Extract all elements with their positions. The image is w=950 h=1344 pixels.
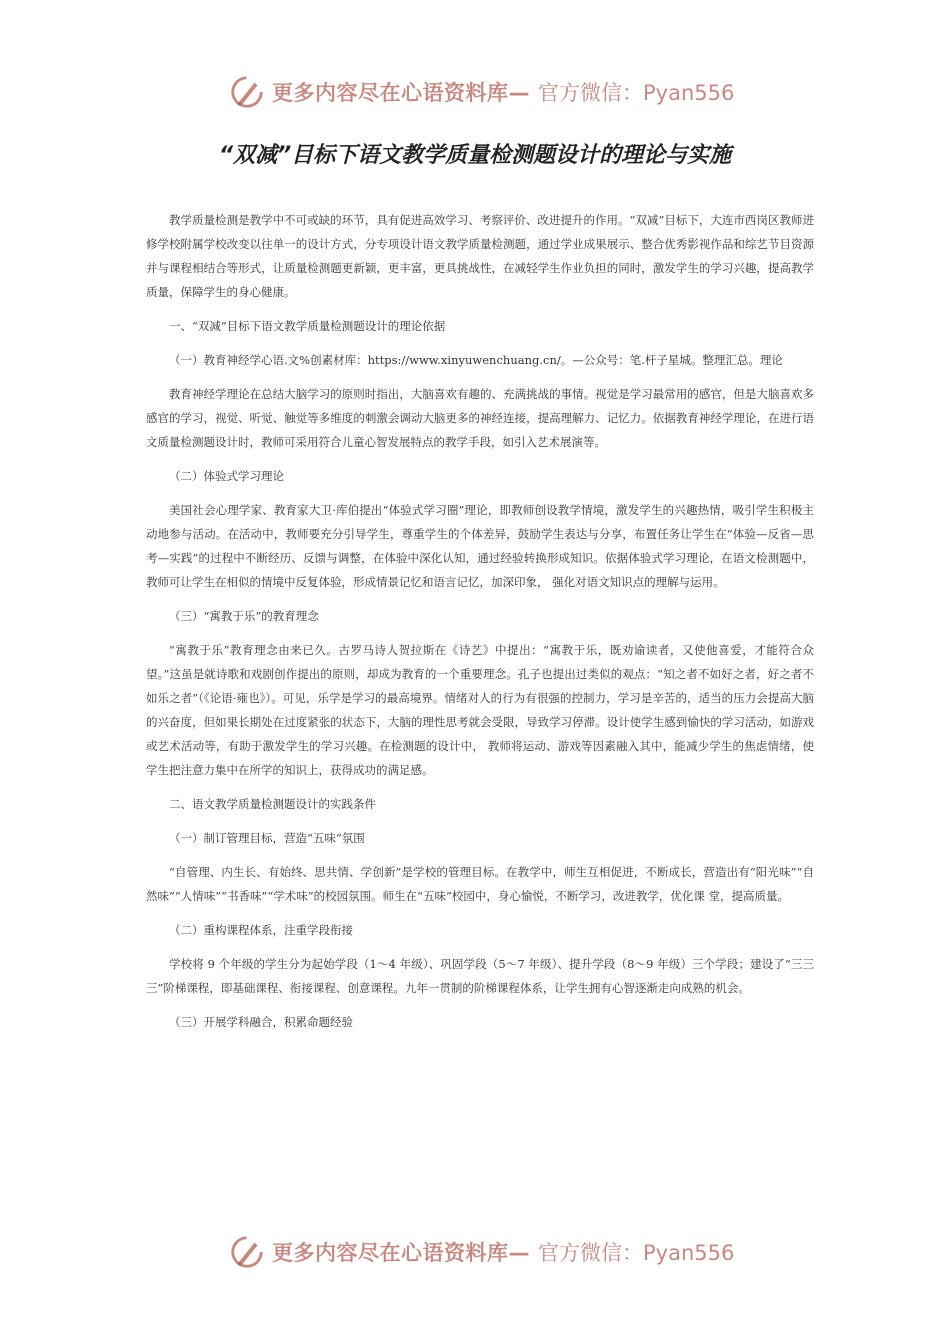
banner-text: 更多内容尽在心语资料库— bbox=[272, 81, 530, 105]
body-paragraph: “寓教于乐”教育理念由来已久。古罗马诗人贺拉斯在《诗艺》中提出：“寓教于乐，既劝谕读者，又使他喜爱，才能符合众望。”这虽是就诗歌和戏剧创作提出的原则，却成为教育的一个重要理念。孔子也提出过类似的观点：“知之者不如好之者，好之者不如乐之者”（《论语·雍也》）。可见，乐学是学习的最高境界。情绪对人的行为有很强的控制力，学习是辛苦的，适当的压力会提高大脑的兴奋度，但如果长期处在过度紧张的状态下，大脑的理性思考就会受限，导致学习停滞。设计使学生感到愉快的学习活动，如游戏或艺术活动等，有助于激发学生的学习兴趣。在检测题的设计中， 教师将运动、游戏等因素融入其中，能减少学生的焦虑情绪，使学生把注意力集中在所学的知识上，获得成功的满足感。 bbox=[146, 643, 814, 777]
body-paragraph: 教学质量检测是教学中不可或缺的环节，具有促进高效学习、考察评价、改进提升的作用。“双减”目标下，大连市西岗区教师进修学校附属学校改变以往单一的设计方式，分专项设计语文教学质量检测题，通过学业成果展示、整合优秀影视作品和综艺节目资源并与课程相结合等形式，让质量检测题更新颖，更丰富，更具挑战性，在减轻学生作业负担的同时，激发学生的学习兴趣，提高教学质量，保障学生的身心健康。 bbox=[146, 213, 814, 299]
section-heading: （三）“寓教于乐”的教育理念 bbox=[169, 609, 319, 623]
section-heading: 二、语文教学质量检测题设计的实践条件 bbox=[169, 797, 376, 811]
section-heading: （三）开展学科融合，积累命题经验 bbox=[169, 1015, 353, 1029]
section-heading: 一、“双减”目标下语文教学质量检测题设计的理论依据 bbox=[169, 319, 446, 333]
section-heading: （一）制订管理目标，营造“五味”氛围 bbox=[169, 831, 365, 845]
pen-logo-icon bbox=[228, 73, 266, 111]
document-title: “双减”目标下语文教学质量检测题设计的理论与实施 bbox=[218, 143, 732, 168]
banner-wechat: 官方微信：Pyan556 bbox=[538, 1241, 735, 1265]
body-paragraph: “自管理、内生长、有始终、思共情、学创新”是学校的管理目标。在教学中，师生互相促进，不断成长，营造出有“阳光味”“自然味”“人情味”“书香味”“学术味”的校园氛围。师生在“五味”校园中，身心愉悦，不断学习，改进教学，优化课 堂，提高质量。 bbox=[146, 865, 814, 903]
banner-text: 更多内容尽在心语资料库— bbox=[272, 1241, 530, 1265]
body-paragraph: 美国社会心理学家、教育家大卫·库伯提出“体验式学习圈”理论，即教师创设教学情境，激发学生的兴趣热情，吸引学生积极主动地参与活动。在活动中，教师要充分引导学生，尊重学生的个体差异，鼓励学生表达与分享，布置任务让学生在“体验—反省—思考—实践”的过程中不断经历、反馈与调整，在体验中深化认知，通过经验转换形成知识。依据体验式学习理论，在语文检测题中，教师可让学生在相似的情境中反复体验，形成情景记忆和语言记忆，加深印象， 强化对语文知识点的理解与运用。 bbox=[146, 503, 814, 589]
banner-wechat: 官方微信：Pyan556 bbox=[538, 81, 735, 105]
body-paragraph: 学校将 9 个年级的学生分为起始学段（1～4 年级）、巩固学段（5～7 年级）、提升学段（8～9 年级）三个学段；建设了“三三三”阶梯课程，即基础课程、衔接课程、创意课程。九年一贯制的阶梯课程体系，让学生拥有心智逐渐走向成熟的机会。 bbox=[146, 957, 814, 995]
section-heading: （二）体验式学习理论 bbox=[169, 469, 284, 483]
section-heading: （二）重构课程体系，注重学段衔接 bbox=[169, 923, 353, 937]
footer-watermark-banner bbox=[228, 1232, 748, 1272]
pen-logo-icon bbox=[228, 1233, 266, 1271]
body-paragraph: 教育神经学理论在总结大脑学习的原则时指出，大脑喜欢有趣的、充满挑战的事情。视觉是学习最常用的感官，但是大脑喜欢多感官的学习，视觉、听觉、触觉等多维度的刺激会调动大脑更多的神经连接，提高理解力、记忆力。依据教育神经学理论，在进行语文质量检测题设计时，教师可采用符合儿童心智发展特点的教学手段，如引入艺术展演等。 bbox=[146, 387, 814, 449]
document-body bbox=[146, 208, 814, 1044]
header-watermark-banner bbox=[228, 72, 748, 112]
section-heading: （一）教育神经学心语.文%创素材库：https://www.xinyuwenchuang.cn/。—公众号：笔.杆子星城。整理汇总。理论 bbox=[169, 353, 783, 367]
